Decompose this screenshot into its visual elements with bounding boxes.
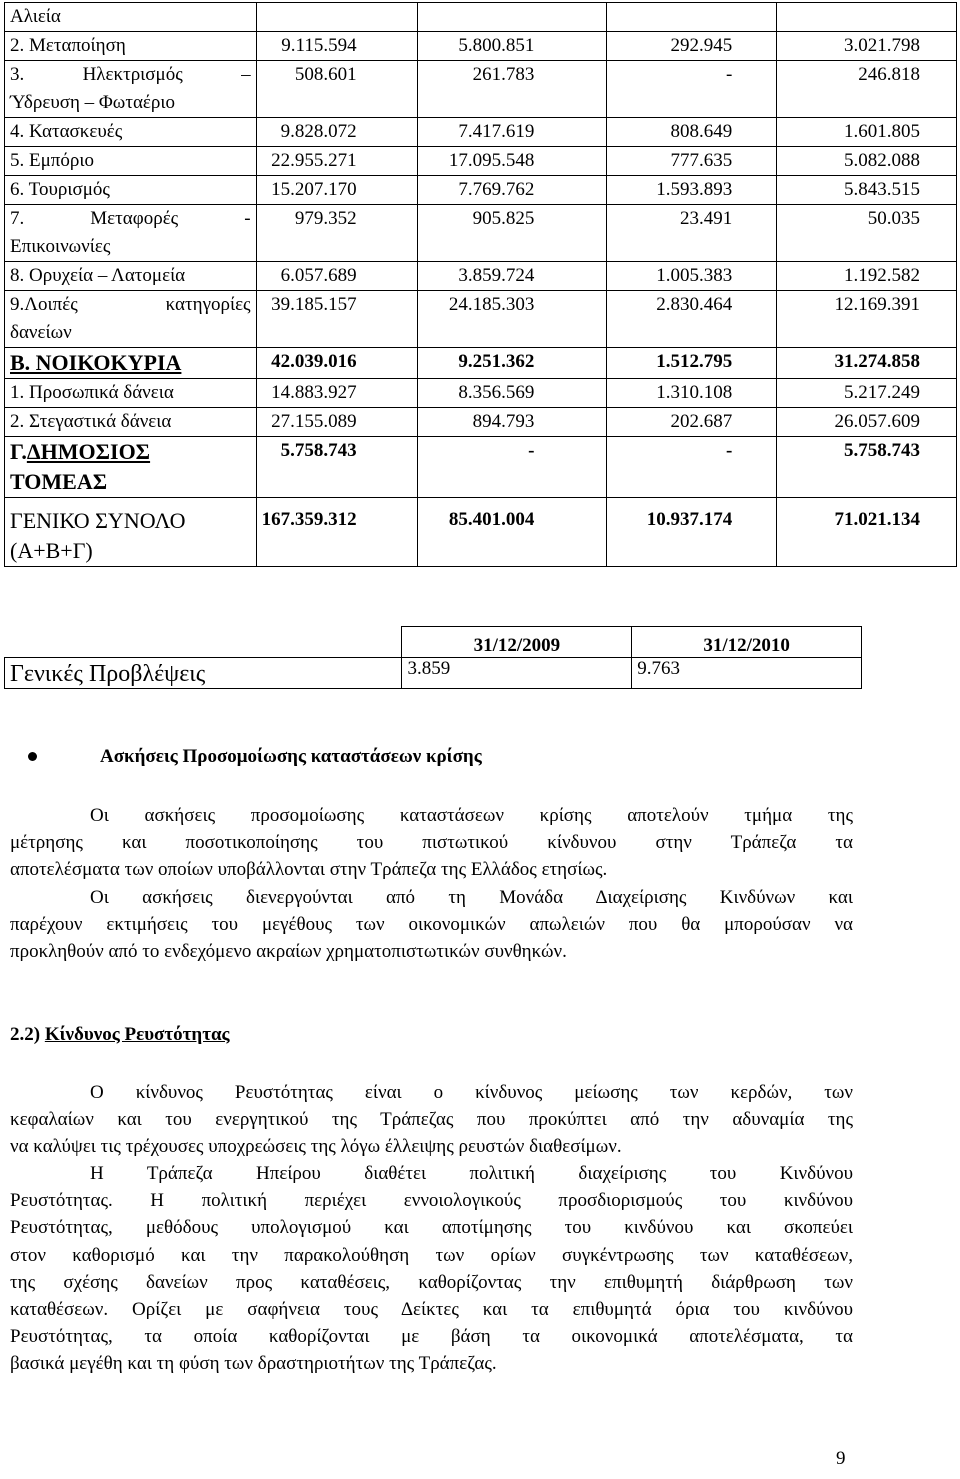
row-label-text: ΤΟΜΕΑΣ [10, 469, 108, 494]
row-label [5, 379, 257, 408]
row-label [5, 348, 257, 379]
row-label-text: 6. Τουρισμός [10, 179, 110, 200]
table-cell: 8.356.569 [417, 379, 607, 408]
row-label-text: Ύδρευση – Φωταέριο [10, 92, 175, 113]
table-cell: 202.687 [607, 408, 777, 437]
row-label [5, 262, 257, 291]
table-cell: 5.217.249 [777, 379, 957, 408]
row-label-text: 9.Λοιπές κατηγορίες [10, 294, 251, 315]
table-cell: 5.758.743 [256, 437, 417, 498]
bullet-heading [100, 746, 482, 768]
table-cell [417, 3, 607, 32]
table-cell: 5.800.851 [417, 32, 607, 61]
row-label-text: 5. Εμπόριο [10, 150, 94, 171]
paragraph-liquidity-2 [10, 1160, 853, 1378]
provisions-value-2009: 3.859 [402, 658, 632, 689]
row-label [5, 408, 257, 437]
table-row [5, 118, 957, 147]
table-row [5, 147, 957, 176]
table-cell: 1.512.795 [607, 348, 777, 379]
table-cell: 1.601.805 [777, 118, 957, 147]
table-cell: 292.945 [607, 32, 777, 61]
paragraph-line: Ρευστότητας. Η πολιτική περιέχει εννοιολογικούς προσδιορισμούς του κινδύνου [10, 1190, 853, 1212]
table-cell: 261.783 [417, 61, 607, 118]
table-cell: 905.825 [417, 205, 607, 262]
table-cell [256, 3, 417, 32]
paragraph-line: μέτρησης και ποσοτικοποίησης του πιστωτικού κίνδυνου στην Τράπεζα τα [10, 832, 853, 854]
provisions-header-row [5, 627, 862, 658]
paragraph-line: Ρευστότητας, τα οποία καθορίζονται με βάση τα οικονομικά αποτελέσματα, τα [10, 1326, 853, 1348]
paragraph-liquidity-1 [10, 1079, 853, 1161]
table-cell: 22.955.271 [256, 147, 417, 176]
loan-breakdown-table [4, 2, 957, 567]
table-cell: 1.005.383 [607, 262, 777, 291]
table-cell: 1.310.108 [607, 379, 777, 408]
row-label-text: (Α+Β+Γ) [10, 538, 93, 563]
row-label-text: Β. ΝΟΙΚΟΚΥΡΙΑ [10, 350, 182, 375]
provisions-header-2010: 31/12/2010 [632, 627, 862, 658]
row-label [5, 205, 257, 262]
paragraph-line: Ο κίνδυνος Ρευστότητας είναι ο κίνδυνος μείωσης των κερδών, των [90, 1082, 853, 1103]
table-row [5, 408, 957, 437]
table-row [5, 437, 957, 498]
table-cell: 2.830.464 [607, 291, 777, 348]
table-row [5, 262, 957, 291]
table-cell: 6.057.689 [256, 262, 417, 291]
row-label [5, 291, 257, 348]
table-row [5, 498, 957, 567]
table-cell: 12.169.391 [777, 291, 957, 348]
row-label-text: 4. Κατασκευές [10, 121, 123, 142]
provisions-blank-cell [5, 627, 402, 658]
table-cell: 42.039.016 [256, 348, 417, 379]
table-row [5, 348, 957, 379]
table-cell: 808.649 [607, 118, 777, 147]
loan-table-body [5, 3, 957, 567]
paragraph-line: στον καθορισμό και την παρακολούθηση των ορίων συγκέντρωσης των καταθέσεων, [10, 1244, 853, 1266]
table-row [5, 176, 957, 205]
row-label-text: 2. Μεταποίηση [10, 35, 126, 56]
row-label [5, 147, 257, 176]
table-cell [607, 3, 777, 32]
table-cell: 777.635 [607, 147, 777, 176]
table-cell: 3.859.724 [417, 262, 607, 291]
bullet-heading-text: Ασκήσεις Προσομοίωσης καταστάσεων κρίσης [100, 746, 482, 767]
paragraph-line: Ρευστότητας, μεθόδους υπολογισμού και αποτίμησης του κινδύνου και σκοπεύει [10, 1217, 853, 1239]
row-label-text: Επικοινωνίες [10, 236, 111, 257]
table-row [5, 3, 957, 32]
table-cell: 14.883.927 [256, 379, 417, 408]
paragraph-line: προκληθούν από το ενδεχόμενο ακραίων χρηματοπιστωτικών συνθηκών. [10, 941, 567, 963]
table-cell: 508.601 [256, 61, 417, 118]
table-cell: - [607, 437, 777, 498]
table-cell: - [417, 437, 607, 498]
table-cell: 246.818 [777, 61, 957, 118]
row-label-text: 2. Στεγαστικά δάνεια [10, 411, 172, 432]
page-number: 9 [836, 1448, 846, 1469]
row-label-text: 8. Ορυχεία – Λατομεία [10, 265, 186, 286]
row-label-text: ΔΗΜΟΣΙΟΣ [26, 439, 151, 464]
row-label [5, 176, 257, 205]
paragraph-line: κεφαλαίων και του ενεργητικού της Τράπεζας που προκύπτει από την αδυναμία της [10, 1109, 853, 1131]
table-cell: 9.828.072 [256, 118, 417, 147]
table-row [5, 32, 957, 61]
table-cell: 50.035 [777, 205, 957, 262]
paragraph-line: να καλύψει τις τρέχουσες υποχρεώσεις της λόγω έλλειψης ρευστών διαθεσίμων. [10, 1136, 622, 1158]
table-cell: 15.207.170 [256, 176, 417, 205]
table-cell: 17.095.548 [417, 147, 607, 176]
paragraph-line: Οι ασκήσεις προσομοίωσης καταστάσεων κρίσης αποτελούν τμήμα της [90, 805, 853, 826]
table-cell: 5.843.515 [777, 176, 957, 205]
table-cell [777, 3, 957, 32]
table-cell: 39.185.157 [256, 291, 417, 348]
row-label-text: 3. Ηλεκτρισμός – [10, 64, 251, 85]
paragraph-line: αποτελέσματα των οποίων υποβάλλονται στην Τράπεζα της Ελλάδος ετησίως. [10, 859, 608, 881]
bullet-dot-icon [28, 752, 37, 761]
provisions-header-2009: 31/12/2009 [402, 627, 632, 658]
table-cell: 5.082.088 [777, 147, 957, 176]
table-cell: 26.057.609 [777, 408, 957, 437]
table-cell: 71.021.134 [777, 498, 957, 567]
paragraph-line: Οι ασκήσεις διενεργούνται από τη Μονάδα Διαχείρισης Κινδύνων και [90, 887, 853, 908]
table-cell: 10.937.174 [607, 498, 777, 567]
table-cell: 27.155.089 [256, 408, 417, 437]
row-label [5, 3, 257, 32]
table-cell: 5.758.743 [777, 437, 957, 498]
row-label-line [10, 437, 251, 467]
provisions-value-2010: 9.763 [632, 658, 862, 689]
table-cell: 3.021.798 [777, 32, 957, 61]
paragraph-line: της σχέσης δανείων προς καταθέσεις, καθορίζοντας την επιθυμητή διάρθρωση των [10, 1271, 853, 1293]
table-cell: - [607, 61, 777, 118]
section-title: Κίνδυνος Ρευστότητας [44, 1024, 230, 1045]
row-label [5, 498, 257, 567]
paragraph-line: Η Τράπεζα Ηπείρου διαθέτει πολιτική διαχείρισης του Κινδύνου [90, 1163, 853, 1184]
table-cell: 23.491 [607, 205, 777, 262]
row-label-text: 1. Προσωπικά δάνεια [10, 382, 174, 403]
table-cell: 9.251.362 [417, 348, 607, 379]
row-label [5, 32, 257, 61]
row-label [5, 118, 257, 147]
table-cell: 9.115.594 [256, 32, 417, 61]
section-heading [10, 1024, 230, 1046]
paragraph-stress-tests-1 [10, 802, 853, 884]
row-label-text: ΓΕΝΙΚΟ ΣΥΝΟΛΟ [10, 508, 186, 533]
paragraph-line: καταθέσεων. Ορίζει με σαφήνεια τους Δείκτες και τα επιθυμητά όρια του κινδύνου [10, 1299, 853, 1321]
table-cell: 7.417.619 [417, 118, 607, 147]
row-label-text: δανείων [10, 322, 72, 343]
section-number: 2.2) [10, 1024, 41, 1045]
table-row [5, 379, 957, 408]
row-label [5, 61, 257, 118]
paragraph-stress-tests-2 [10, 884, 853, 966]
table-cell: 24.185.303 [417, 291, 607, 348]
table-row [5, 61, 957, 118]
paragraph-line: βασικά μεγέθη και τη φύση των δραστηριοτήτων της Τράπεζας. [10, 1353, 497, 1375]
table-row [5, 291, 957, 348]
table-cell: 31.274.858 [777, 348, 957, 379]
table-cell: 979.352 [256, 205, 417, 262]
row-label-text: 7. Μεταφορές - [10, 208, 251, 229]
table-cell: 85.401.004 [417, 498, 607, 567]
provisions-value-row [5, 658, 862, 689]
row-label-text: Γ. [10, 439, 27, 464]
table-cell: 1.192.582 [777, 262, 957, 291]
provisions-label: Γενικές Προβλέψεις [5, 658, 402, 689]
provisions-table [4, 626, 862, 689]
row-label-text: Αλιεία [10, 6, 61, 27]
table-cell: 167.359.312 [256, 498, 417, 567]
table-cell: 7.769.762 [417, 176, 607, 205]
paragraph-line: παρέχουν εκτιμήσεις του μεγέθους των οικονομικών απωλειών που θα μπορούσαν να [10, 914, 853, 936]
table-row [5, 205, 957, 262]
table-cell: 1.593.893 [607, 176, 777, 205]
row-label [5, 437, 257, 498]
table-cell: 894.793 [417, 408, 607, 437]
